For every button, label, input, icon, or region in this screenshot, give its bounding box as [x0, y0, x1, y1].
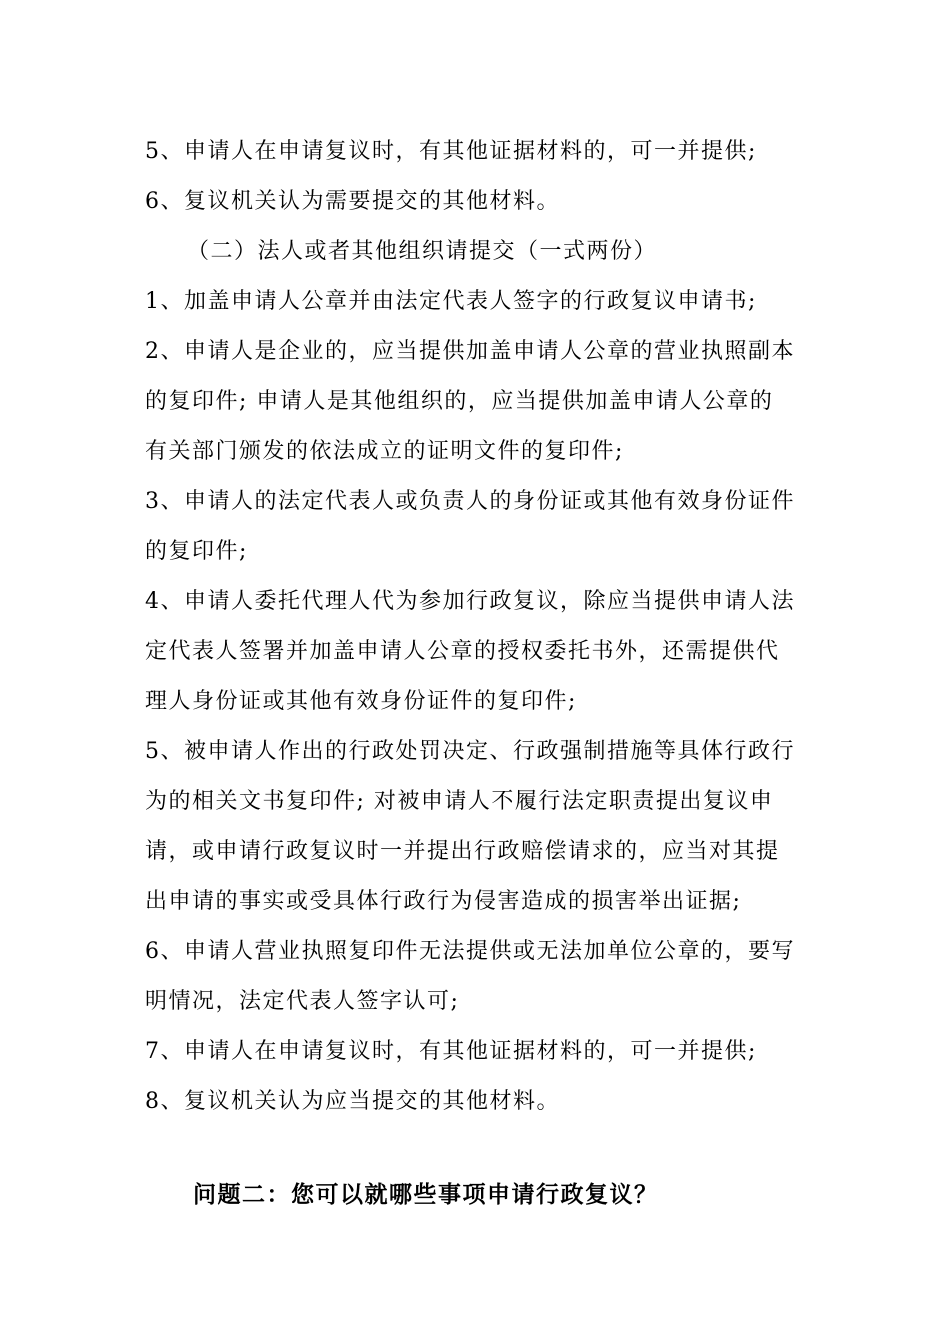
list-item-5-evidence: 5、申请人在申请复议时，有其他证据材料的，可一并提供; — [145, 139, 757, 164]
section-heading-legal-persons: （二）法人或者其他组织请提交（一式两份） — [187, 239, 658, 264]
document-body — [145, 127, 815, 1127]
list-item-5-decision-docs-cont: 为的相关文书复印件; 对被申请人不履行法定职责提出复议申 — [145, 789, 774, 814]
list-item-6-other-materials: 6、复议机关认为需要提交的其他材料。 — [145, 189, 560, 214]
list-item-4-agent: 4、申请人委托代理人代为参加行政复议，除应当提供申请人法 — [145, 589, 795, 614]
list-item-5-decision-docs-cont: 出申请的事实或受具体行政行为侵害造成的损害举出证据; — [145, 889, 742, 914]
question-two-heading: 问题二：您可以就哪些事项申请行政复议？ — [193, 1182, 659, 1208]
list-item-1-application: 1、加盖申请人公章并由法定代表人签字的行政复议申请书; — [145, 289, 757, 314]
list-item-4-agent-cont: 定代表人签署并加盖申请人公章的授权委托书外，还需提供代 — [145, 639, 780, 664]
list-item-6-no-license-cont: 明情况，法定代表人签字认可; — [145, 989, 460, 1014]
list-item-3-id-card: 3、申请人的法定代表人或负责人的身份证或其他有效身份证件 — [145, 489, 795, 514]
list-item-4-agent-cont: 理人身份证或其他有效身份证件的复印件; — [145, 689, 577, 714]
list-item-8-other-materials: 8、复议机关认为应当提交的其他材料。 — [145, 1089, 560, 1114]
list-item-2-license-cont: 的复印件; 申请人是其他组织的，应当提供加盖申请人公章的 — [145, 389, 774, 414]
list-item-2-license-cont: 有关部门颁发的依法成立的证明文件的复印件; — [145, 439, 624, 464]
list-item-5-decision-docs-cont: 请，或申请行政复议时一并提出行政赔偿请求的，应当对其提 — [145, 839, 780, 864]
list-item-3-id-card-cont: 的复印件; — [145, 539, 248, 564]
list-item-5-decision-docs: 5、被申请人作出的行政处罚决定、行政强制措施等具体行政行 — [145, 739, 795, 764]
list-item-2-license: 2、申请人是企业的，应当提供加盖申请人公章的营业执照副本 — [145, 339, 795, 364]
list-item-7-evidence: 7、申请人在申请复议时，有其他证据材料的，可一并提供; — [145, 1039, 757, 1064]
list-item-6-no-license: 6、申请人营业执照复印件无法提供或无法加单位公章的，要写 — [145, 939, 795, 964]
